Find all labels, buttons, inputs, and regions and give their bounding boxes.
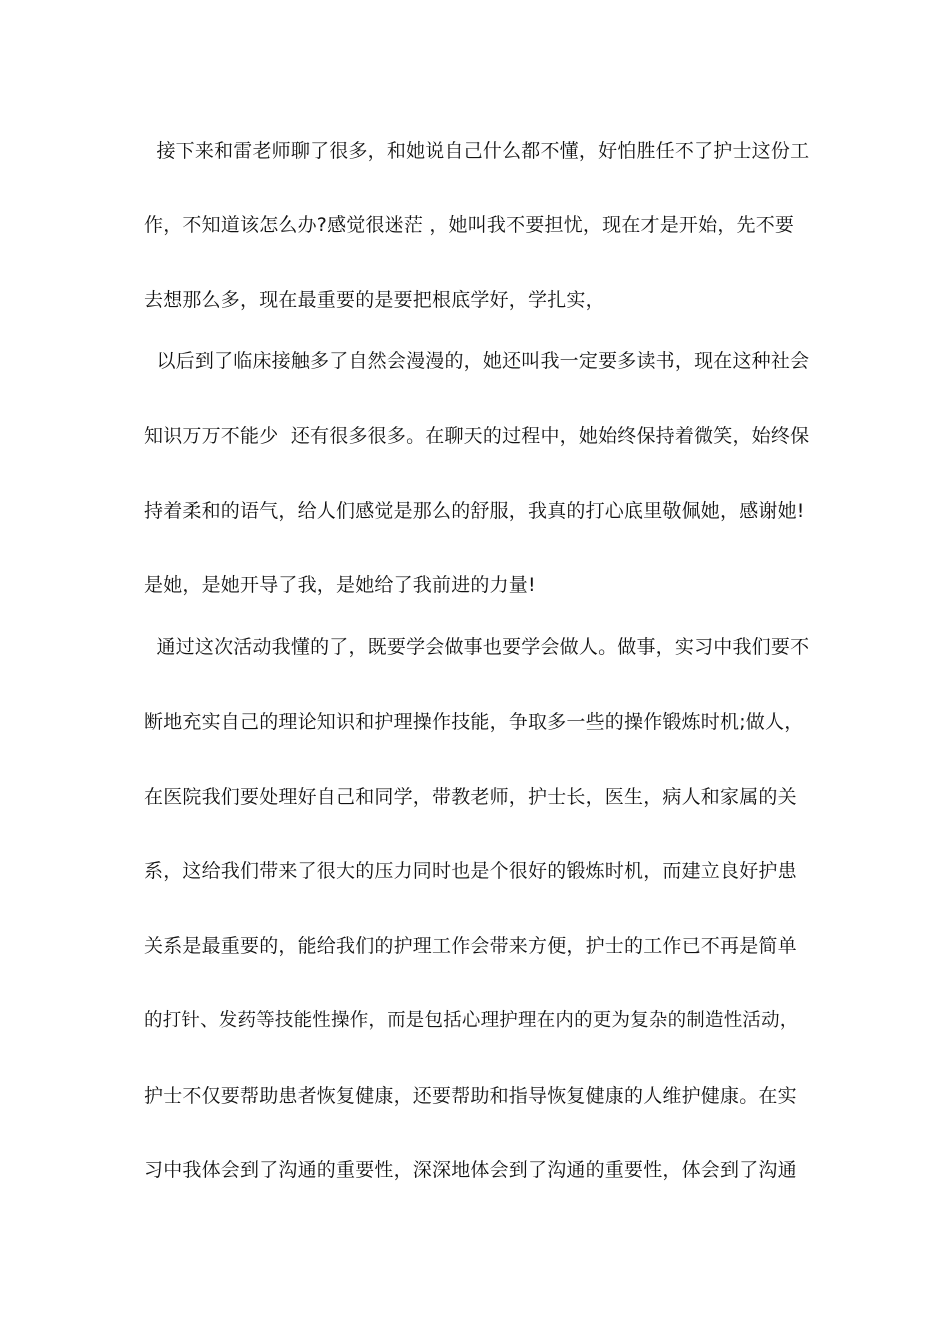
text-line: 知识万万不能少 还有很多很多。在聊天的过程中，她始终保持着微笑，始终保	[144, 425, 810, 447]
text-line: 持着柔和的语气，给人们感觉是那么的舒服，我真的打心底里敬佩她，感谢她!	[144, 500, 805, 522]
text-line: 接下来和雷老师聊了很多，和她说自己什么都不懂，好怕胜任不了护士这份工	[144, 140, 810, 162]
text-line: 以后到了临床接触多了自然会漫漫的，她还叫我一定要多读书，现在这种社会	[144, 350, 810, 372]
text-line: 通过这次活动我懂的了，既要学会做事也要学会做人。做事，实习中我们要不	[144, 636, 810, 658]
text-line: 在医院我们要处理好自己和同学，带教老师，护士长，医生，病人和家属的关	[144, 786, 797, 808]
text-line: 断地充实自己的理论知识和护理操作技能，争取多一些的操作锻炼时机;做人，	[144, 711, 804, 733]
text-line: 作，不知道该怎么办?感觉很迷茫 ，她叫我不要担忧，现在才是开始，先不要	[144, 214, 795, 236]
text-line: 是她，是她开导了我，是她给了我前进的力量!	[144, 574, 536, 596]
text-line: 去想那么多，现在最重要的是要把根底学好，学扎实，	[144, 289, 605, 311]
text-line: 护士不仅要帮助患者恢复健康，还要帮助和指导恢复健康的人维护健康。在实	[144, 1085, 797, 1107]
text-line: 系，这给我们带来了很大的压力同时也是个很好的锻炼时机，而建立良好护患	[144, 860, 797, 882]
text-line: 的打针、发药等技能性操作，而是包括心理护理在内的更为复杂的制造性活动，	[144, 1010, 799, 1031]
text-line: 关系是最重要的，能给我们的护理工作会带来方便，护士的工作已不再是简单	[144, 935, 797, 957]
text-line: 习中我体会到了沟通的重要性，深深地体会到了沟通的重要性，体会到了沟通	[144, 1159, 797, 1181]
